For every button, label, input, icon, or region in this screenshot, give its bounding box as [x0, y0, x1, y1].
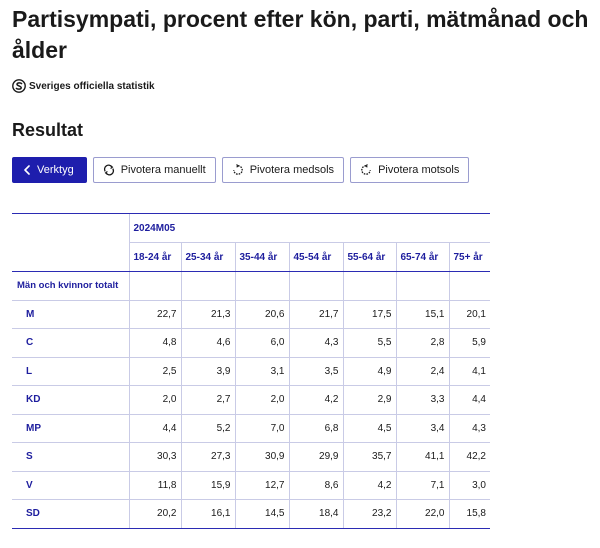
- table-corner: [12, 243, 129, 272]
- age-header: 45-54 år: [289, 243, 343, 272]
- party-label: S: [12, 443, 129, 472]
- table-cell: 41,1: [396, 443, 449, 472]
- table-cell: 23,2: [343, 500, 396, 529]
- table-cell: 2,9: [343, 386, 396, 415]
- pivot-clockwise-button[interactable]: [222, 157, 344, 183]
- table-corner: [12, 214, 129, 243]
- table-cell: 14,5: [235, 500, 289, 529]
- toolbar: [12, 157, 469, 183]
- age-header: 18-24 år: [129, 243, 181, 272]
- table-row: [12, 357, 490, 386]
- table-cell: 42,2: [449, 443, 490, 472]
- table-cell: 3,3: [396, 386, 449, 415]
- table-cell: 17,5: [343, 300, 396, 329]
- age-header: 75+ år: [449, 243, 490, 272]
- party-label: M: [12, 300, 129, 329]
- table-cell: 5,2: [181, 414, 235, 443]
- age-header: 55-64 år: [343, 243, 396, 272]
- table-cell: 7,0: [235, 414, 289, 443]
- table-cell: 4,3: [289, 329, 343, 358]
- table-row: [12, 414, 490, 443]
- tools-button[interactable]: [12, 157, 87, 183]
- table-cell: 20,1: [449, 300, 490, 329]
- table-cell: 2,0: [235, 386, 289, 415]
- table-cell: 22,0: [396, 500, 449, 529]
- table-cell: 5,5: [343, 329, 396, 358]
- table-cell: 30,9: [235, 443, 289, 472]
- table-cell: [396, 272, 449, 301]
- table-cell: 4,2: [343, 471, 396, 500]
- chevron-left-icon: [23, 165, 31, 175]
- table-cell: 27,3: [181, 443, 235, 472]
- table-cell: 3,1: [235, 357, 289, 386]
- rotate-cw-icon: [232, 164, 244, 176]
- party-label: SD: [12, 500, 129, 529]
- table-cell: 35,7: [343, 443, 396, 472]
- table-cell: 16,1: [181, 500, 235, 529]
- table-cell: 20,2: [129, 500, 181, 529]
- table-header-period-row: [12, 214, 490, 243]
- table-cell: [129, 272, 181, 301]
- table-cell: 5,9: [449, 329, 490, 358]
- group-label: Män och kvinnor totalt: [12, 272, 129, 301]
- table-cell: 4,2: [289, 386, 343, 415]
- table-cell: [181, 272, 235, 301]
- table-cell: 4,3: [449, 414, 490, 443]
- table-cell: 2,4: [396, 357, 449, 386]
- party-label: L: [12, 357, 129, 386]
- table-header-age-row: [12, 243, 490, 272]
- party-label: KD: [12, 386, 129, 415]
- table-cell: 3,9: [181, 357, 235, 386]
- table-body: [12, 272, 490, 529]
- table-cell: 7,1: [396, 471, 449, 500]
- table-cell: [235, 272, 289, 301]
- table-cell: 4,4: [449, 386, 490, 415]
- table-cell: 4,1: [449, 357, 490, 386]
- table-cell: 18,4: [289, 500, 343, 529]
- pivot-counterclockwise-label: Pivotera motsols: [378, 164, 460, 176]
- table-cell: 30,3: [129, 443, 181, 472]
- pivot-manual-button[interactable]: [93, 157, 216, 183]
- table-cell: 6,0: [235, 329, 289, 358]
- table-cell: 6,8: [289, 414, 343, 443]
- sos-logo-icon: [12, 79, 26, 93]
- table-cell: 22,7: [129, 300, 181, 329]
- table-cell: 2,7: [181, 386, 235, 415]
- table-cell: [449, 272, 490, 301]
- section-heading: Resultat: [12, 120, 84, 140]
- table-cell: [343, 272, 396, 301]
- table-cell: 4,4: [129, 414, 181, 443]
- age-header: 65-74 år: [396, 243, 449, 272]
- pivot-clockwise-label: Pivotera medsols: [249, 164, 335, 176]
- table-cell: 3,0: [449, 471, 490, 500]
- table-cell: 2,0: [129, 386, 181, 415]
- party-label: V: [12, 471, 129, 500]
- pivot-manual-label: Pivotera manuellt: [120, 164, 206, 176]
- age-header: 25-34 år: [181, 243, 235, 272]
- rotate-ccw-icon: [360, 164, 372, 176]
- table-cell: 8,6: [289, 471, 343, 500]
- table-cell: 15,8: [449, 500, 490, 529]
- table-row: [12, 471, 490, 500]
- pivot-counterclockwise-button[interactable]: [350, 157, 469, 183]
- period-header: 2024M05: [129, 214, 490, 243]
- table-cell: 4,5: [343, 414, 396, 443]
- table-cell: 15,9: [181, 471, 235, 500]
- table-cell: 4,8: [129, 329, 181, 358]
- source-text: Sveriges officiella statistik: [29, 80, 155, 92]
- result-table: [12, 213, 490, 529]
- table-cell: 20,6: [235, 300, 289, 329]
- table-cell: 15,1: [396, 300, 449, 329]
- table-row: [12, 300, 490, 329]
- table-cell: 11,8: [129, 471, 181, 500]
- table-cell: [289, 272, 343, 301]
- table-cell: 2,8: [396, 329, 449, 358]
- age-header: 35-44 år: [235, 243, 289, 272]
- table-row: [12, 500, 490, 529]
- party-label: MP: [12, 414, 129, 443]
- table-cell: 3,5: [289, 357, 343, 386]
- tools-button-label: Verktyg: [37, 164, 74, 176]
- table-cell: 29,9: [289, 443, 343, 472]
- table-row: [12, 386, 490, 415]
- page-title: Partisympati, procent efter kön, parti, mätmånad och ålder: [12, 6, 589, 63]
- table-cell: 2,5: [129, 357, 181, 386]
- source-attribution: [12, 79, 155, 93]
- group-row: [12, 272, 490, 301]
- table-row: [12, 329, 490, 358]
- table-row: [12, 443, 490, 472]
- table-cell: 21,7: [289, 300, 343, 329]
- table-cell: 4,9: [343, 357, 396, 386]
- table-cell: 4,6: [181, 329, 235, 358]
- table-cell: 21,3: [181, 300, 235, 329]
- rotate-icon: [103, 164, 115, 176]
- party-label: C: [12, 329, 129, 358]
- table-cell: 12,7: [235, 471, 289, 500]
- table-cell: 3,4: [396, 414, 449, 443]
